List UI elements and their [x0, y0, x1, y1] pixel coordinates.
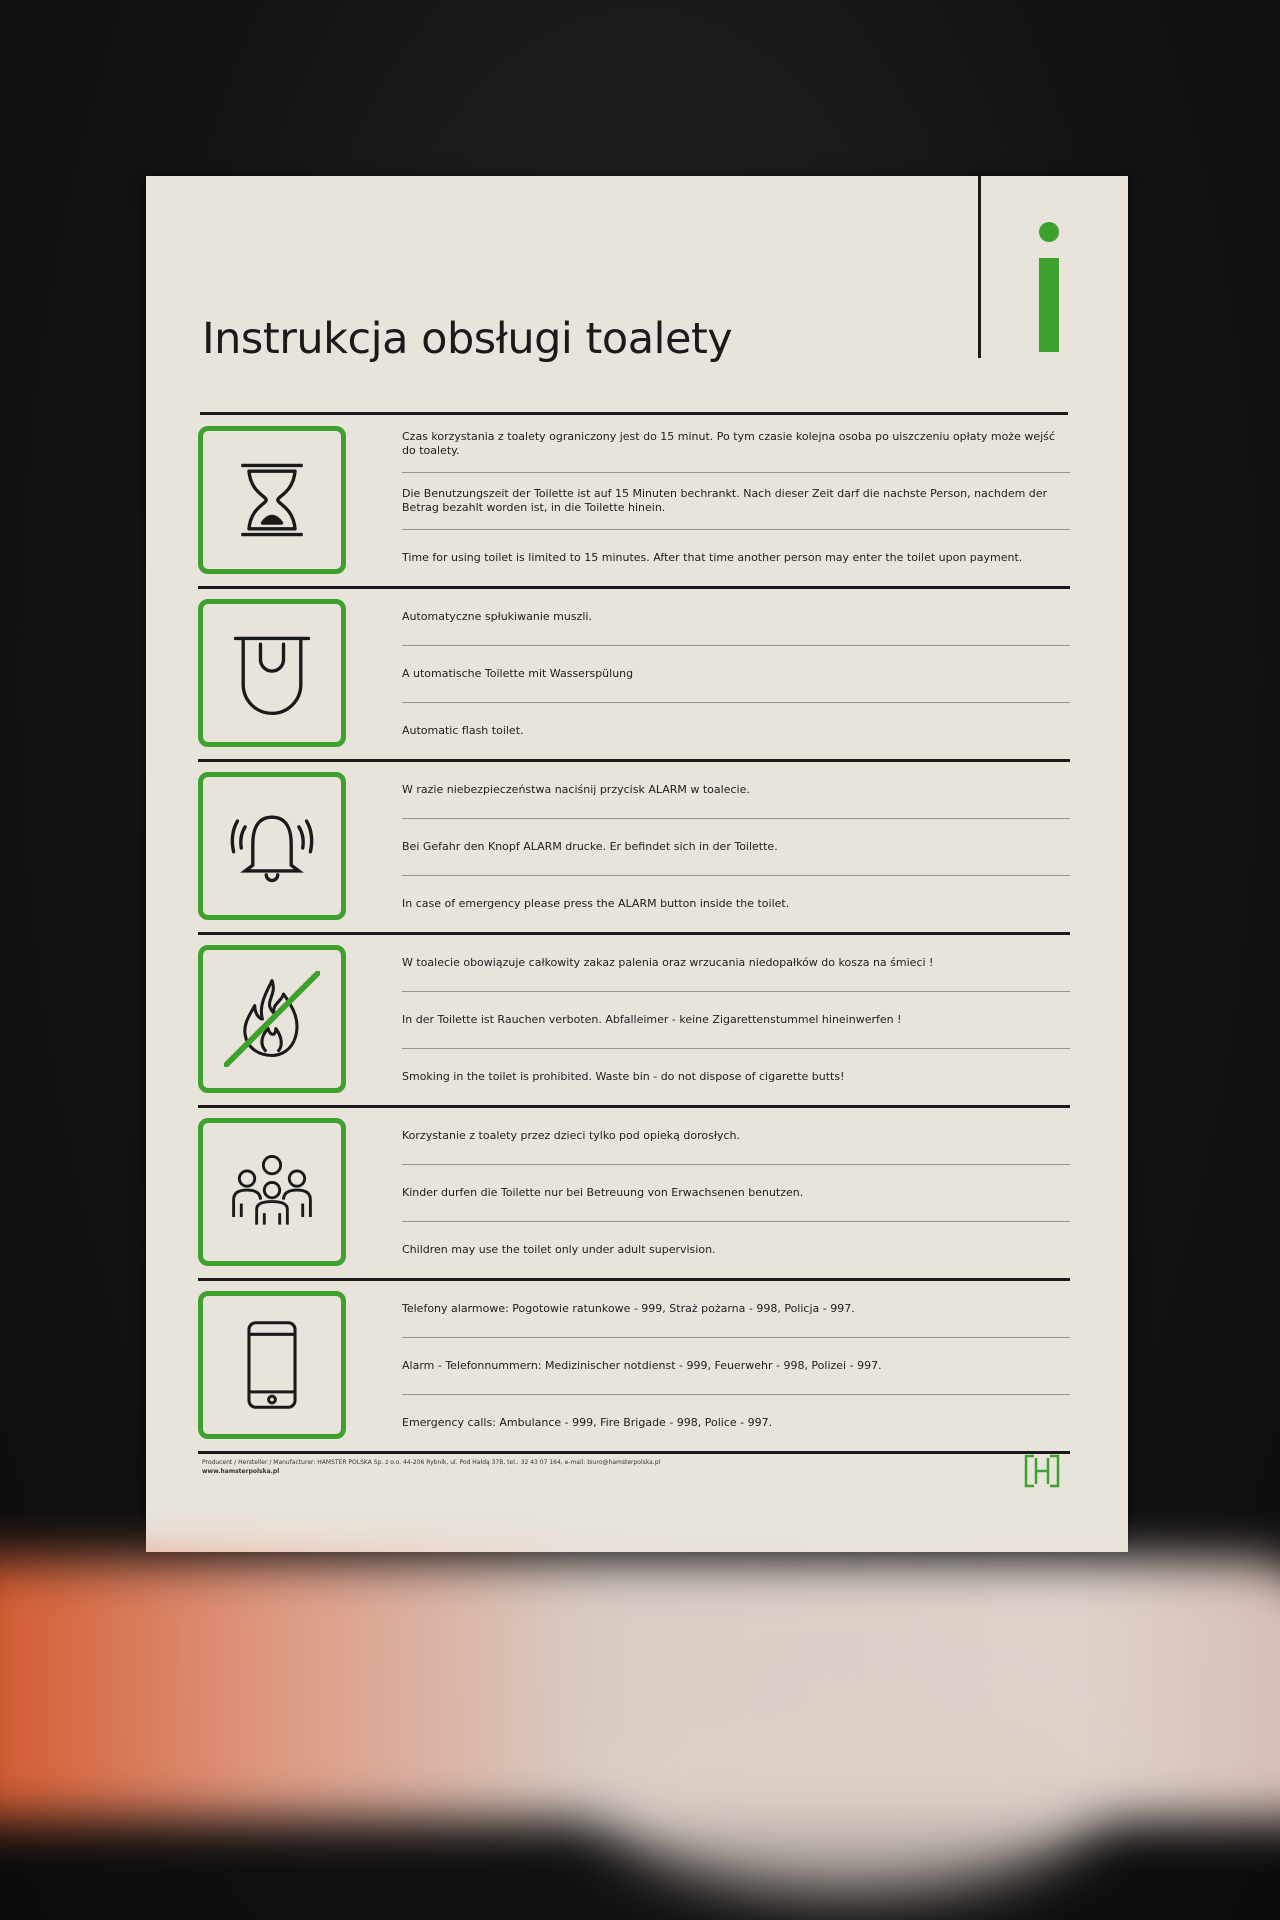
instruction-row-auto-flush	[198, 589, 1070, 762]
no-fire-icon	[198, 945, 346, 1093]
manufacturer-url: www.hamsterpolska.pl	[202, 1468, 280, 1475]
text-line-pl: Telefony alarmowe: Pogotowie ratunkowe - 999, Straż pożarna - 998, Policja - 997.	[402, 1281, 1070, 1338]
info-icon	[1038, 222, 1060, 352]
instruction-texts	[402, 589, 1070, 759]
text-line-de: Bei Gefahr den Knopf ALARM drucke. Er befindet sich in der Toilette.	[402, 819, 1070, 876]
text-line-de: A utomatische Toilette mit Wasserspülung	[402, 646, 1070, 703]
text-line-pl: Automatyczne spłukiwanie muszli.	[402, 589, 1070, 646]
sign-title: Instrukcja obsługi toalety	[202, 314, 733, 364]
header-divider	[978, 176, 981, 358]
text-line-de: Alarm - Telefonnummern: Medizinischer notdienst - 999, Feuerwehr - 998, Polizei - 997.	[402, 1338, 1070, 1395]
phone-icon	[198, 1291, 346, 1439]
instruction-row-time-limit	[198, 416, 1070, 589]
text-line-pl: Czas korzystania z toalety ograniczony jest do 15 minut. Po tym czasie kolejna osoba po uiszczeniu opłaty może wejść do toalety.	[402, 416, 1070, 473]
text-line-de: In der Toilette ist Rauchen verboten. Abfalleimer - keine Zigarettenstummel hineinwerfen !	[402, 992, 1070, 1049]
text-line-pl: W toalecie obowiązuje całkowity zakaz palenia oraz wrzucania niedopałków do kosza na śmieci !	[402, 935, 1070, 992]
instruction-texts	[402, 935, 1070, 1105]
family-icon	[198, 1118, 346, 1266]
instruction-row-children	[198, 1108, 1070, 1281]
instruction-texts	[402, 416, 1070, 586]
text-line-en: Smoking in the toilet is prohibited. Waste bin - do not dispose of cigarette butts!	[402, 1070, 845, 1083]
hamster-logo-icon	[1024, 1454, 1060, 1488]
text-line-en: Time for using toilet is limited to 15 minutes. After that time another person may enter the toilet upon payment.	[402, 551, 1023, 564]
text-line-pl: Korzystanie z toalety przez dzieci tylko pod opieką dorosłych.	[402, 1108, 1070, 1165]
text-line-en: In case of emergency please press the ALARM button inside the toilet.	[402, 897, 790, 910]
text-line-en: Children may use the toilet only under adult supervision.	[402, 1243, 716, 1256]
text-line-en: Emergency calls: Ambulance - 999, Fire Brigade - 998, Police - 997.	[402, 1416, 773, 1429]
toilet-icon	[198, 599, 346, 747]
instruction-texts	[402, 1108, 1070, 1278]
instruction-texts	[402, 1281, 1070, 1451]
hourglass-icon	[198, 426, 346, 574]
text-line-pl: W razie niebezpieczeństwa naciśnij przycisk ALARM w toalecie.	[402, 762, 1070, 819]
manufacturer-info: Producent / Hersteller / Manufacturer: HAMSTER POLSKA Sp. z o.o. 44-206 Rybnik, ul. Pod Hałdą 37B, tel.: 32 43 07 164, e-mail: biuro@hamsterpolska.pl	[202, 1459, 661, 1466]
text-line-de: Die Benutzungszeit der Toilette ist auf 15 Minuten bechrankt. Nach dieser Zeit darf die nachste Person, nachdem der Betrag bezahlt worden ist, in die Toilette hinein.	[402, 473, 1070, 530]
instruction-texts	[402, 762, 1070, 932]
manufacturer-footer	[202, 1458, 902, 1476]
instruction-rows	[198, 416, 1070, 1454]
instruction-row-emergency-calls	[198, 1281, 1070, 1454]
instruction-row-no-smoking	[198, 935, 1070, 1108]
alarm-bell-icon	[198, 772, 346, 920]
instruction-row-alarm	[198, 762, 1070, 935]
toilet-instructions-sign	[146, 176, 1128, 1552]
text-line-en: Automatic flash toilet.	[402, 724, 524, 737]
text-line-de: Kinder durfen die Toilette nur bei Betreuung von Erwachsenen benutzen.	[402, 1165, 1070, 1222]
top-rule	[200, 412, 1068, 415]
blurred-hand-foreground-lower	[600, 1700, 1100, 1890]
